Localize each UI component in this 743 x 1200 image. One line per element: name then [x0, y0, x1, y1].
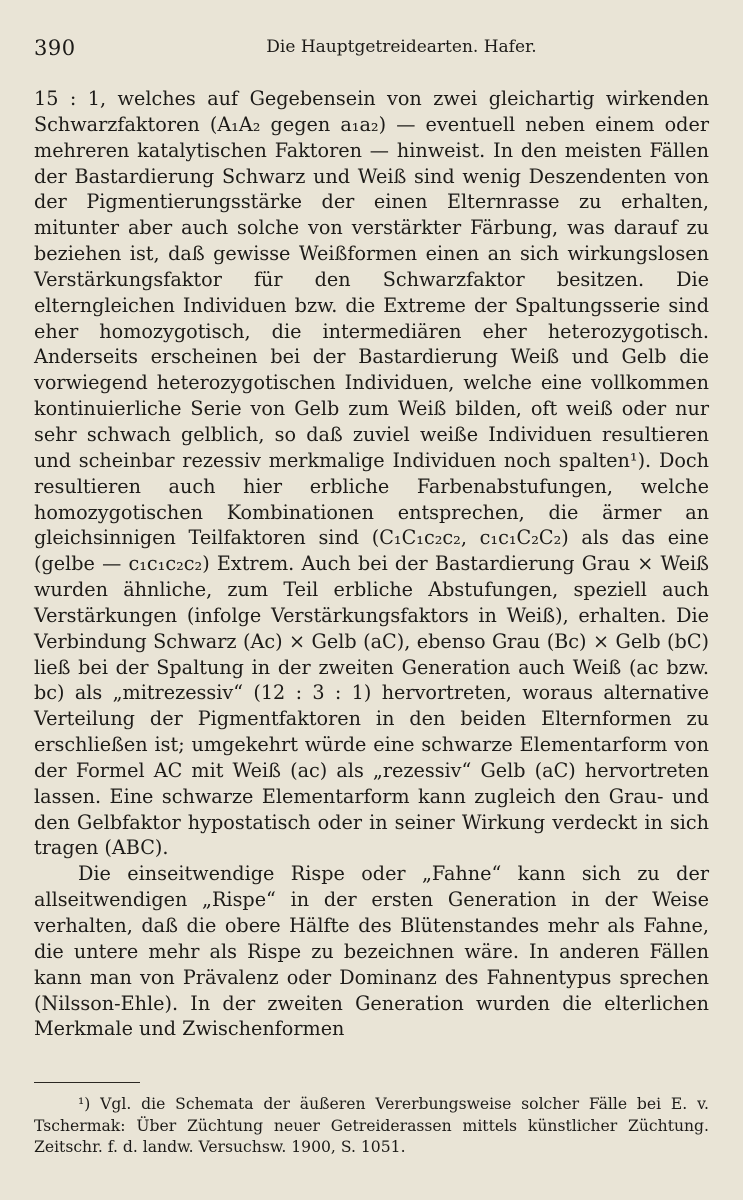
footnote	[34, 1094, 709, 1159]
page-number: 390	[34, 36, 76, 60]
running-title: Die Hauptgetreidearten. Hafer.	[266, 37, 537, 57]
page-header	[34, 36, 709, 64]
footnote-divider	[34, 1082, 140, 1083]
footnote-text: ¹) Vgl. die Schemata der äußeren Vererbungsweise solcher Fälle bei E. v. Tschermak: Über Züchtung neuer Getreiderassen mittels künstlicher Züchtung. Zeitschr. f. d. landw. Versuchsw. 1900, S. 1051.	[34, 1095, 709, 1156]
body-text	[34, 86, 709, 1042]
paragraph: Die einseitwendige Rispe oder „Fahne“ kann sich zu der allseitwendigen „Rispe“ in der ersten Generation in der Weise verhalten, daß die obere Hälfte des Blütenstandes mehr als Fahne, die untere mehr als Rispe zu bezeichnen wäre. In anderen Fällen kann man von Prävalenz oder Dominanz des Fahnentypus sprechen (Nilsson-Ehle). In der zweiten Generation wurden die elterlichen Merkmale und Zwischenformen	[34, 862, 709, 1041]
paragraph: 15 : 1, welches auf Gegebensein von zwei gleichartig wirkenden Schwarzfaktoren (A₁A₂ gegen a₁a₂) — eventuell neben einem oder mehreren katalytischen Faktoren — hinweist. In den meisten Fällen der Bastardierung Schwarz und Weiß sind wenig Deszendenten von der Pigmentierungsstärke der einen Elternrasse zu erhalten, mitunter aber auch solche von verstärkter Färbung, was darauf zu beziehen ist, daß gewisse Weißformen einen an sich wirkungslosen Verstärkungsfaktor für den Schwarzfaktor besitzen. Die elterngleichen Individuen bzw. die Extreme der Spaltungsserie sind eher homozygotisch, die intermediären eher heterozygotisch. Anderseits erscheinen bei der Bastardierung Weiß und Gelb die vorwiegend heterozygotischen Individuen, welche eine vollkommen kontinuierliche Serie von Gelb zum Weiß bilden, oft weiß oder nur sehr schwach gelblich, so daß zuviel weiße Individuen resultieren und scheinbar rezessiv merkmalige Individuen noch spalten¹). Doch resultieren auch hier erbliche Farbenabstufungen, welche homozygotischen Kombinationen entsprechen, die ärmer an gleichsinnigen Teilfaktoren sind (C₁C₁c₂c₂, c₁c₁C₂C₂) als das eine (gelbe — c₁c₁c₂c₂) Extrem. Auch bei der Bastardierung Grau × Weiß wurden ähnliche, zum Teil erbliche Abstufungen, speziell auch Verstärkungen (infolge Verstärkungsfaktors in Weiß), erhalten. Die Verbindung Schwarz (Ac) × Gelb (aC), ebenso Grau (Bc) × Gelb (bC) ließ bei der Spaltung in der zweiten Generation auch Weiß (ac bzw. bc) als „mitrezessiv“ (12 : 3 : 1) hervortreten, woraus alternative Verteilung der Pigmentfaktoren in den beiden Elternformen zu erschließen ist; umgekehrt würde eine schwarze Elementarform von der Formel AC mit Weiß (ac) als „rezessiv“ Gelb (aC) hervortreten lassen. Eine schwarze Elementarform kann zugleich den Grau- und den Gelbfaktor hypostatisch oder in seiner Wirkung verdeckt in sich tragen (ABC).	[34, 87, 709, 860]
